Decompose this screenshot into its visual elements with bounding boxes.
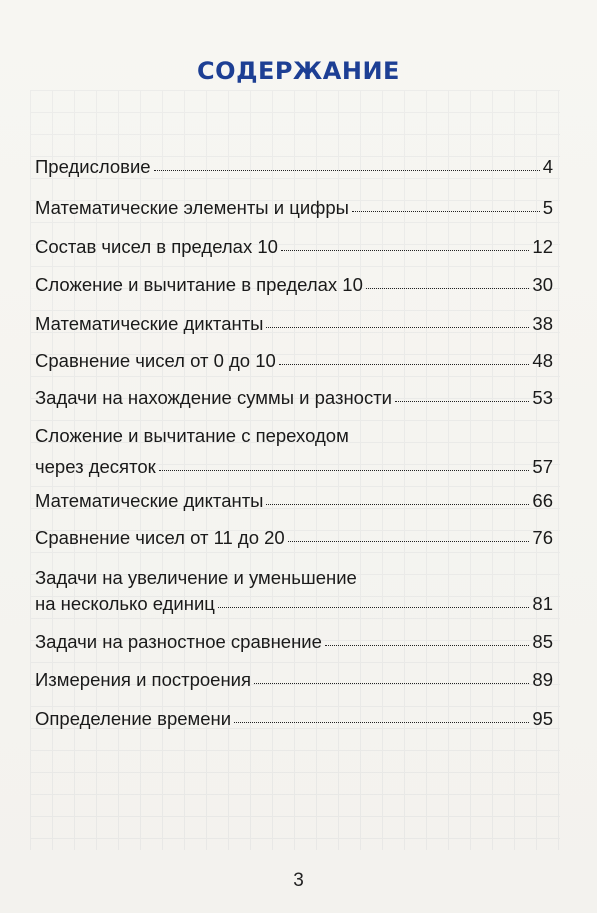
toc-entry-label: Определение времени [35,708,232,729]
toc-entry-label: Сложение и вычитание в пределах 10 [35,274,363,295]
dot-leader [366,288,530,289]
toc-entry[interactable] [35,490,553,512]
dot-leader [279,364,530,365]
dot-leader [218,607,530,608]
toc-entry-label: Задачи на разностное сравнение [35,631,322,652]
toc-entry[interactable] [35,350,553,372]
toc-entry[interactable] [35,527,553,549]
toc-entry-label: Состав чисел в пределах 10 [35,236,278,257]
toc-entry-page: 95 [532,708,553,729]
toc-entry-page: 53 [532,387,553,408]
toc-entry[interactable] [35,197,553,219]
dot-leader [266,504,529,505]
toc-entry-page: 89 [532,669,553,690]
toc-entry[interactable] [35,669,553,691]
toc-entry-page: 76 [532,527,553,548]
toc-entry-page: 5 [542,197,553,218]
dot-leader [154,170,540,171]
toc-entry-page: 38 [532,313,553,334]
toc-entry[interactable] [35,156,553,178]
toc-entry[interactable] [35,236,553,258]
toc-entry-page: 85 [532,631,553,652]
toc-entry-page: 12 [532,236,553,257]
toc-entry-page: 48 [532,350,553,371]
toc-entry-label: на несколько единиц [35,593,215,614]
toc-entry-label: Математические диктанты [35,490,264,511]
dot-leader [266,327,529,328]
toc-entry[interactable] [35,425,553,478]
toc-entry-label: Сравнение чисел от 0 до 10 [35,350,276,371]
page-number: 3 [293,870,304,891]
dot-leader [234,722,529,723]
toc-entry-label: Сравнение чисел от 11 до 20 [35,527,285,548]
toc-entry-label: Предисловие [35,156,151,177]
toc-entry-label-line1: Задачи на увеличение и уменьшение [35,567,357,588]
toc-entry-label-line1: Сложение и вычитание с переходом [35,425,349,446]
dot-leader [325,645,530,646]
toc-entry-label: Измерения и построения [35,669,252,690]
toc-entry-page: 57 [532,456,553,477]
toc-entry[interactable] [35,631,553,653]
dot-leader [254,683,529,684]
dot-leader [395,401,529,402]
toc-entry[interactable] [35,567,553,615]
dot-leader [352,211,540,212]
toc-entry-page: 81 [532,593,553,614]
dot-leader [159,470,530,471]
toc-entry[interactable] [35,708,553,730]
toc-entry-label: Математические элементы и цифры [35,197,349,218]
page-title: СОДЕРЖАНИЕ [197,57,400,85]
toc-entry-label: Математические диктанты [35,313,264,334]
toc-entry-page: 66 [532,490,553,511]
toc-entry[interactable] [35,313,553,335]
toc-entry-page: 4 [542,156,553,177]
dot-leader [281,250,529,251]
toc-entry-label: Задачи на нахождение суммы и разности [35,387,393,408]
dot-leader [288,541,530,542]
toc-entry[interactable] [35,387,553,409]
toc-entry-label: через десяток [35,456,156,477]
toc-entry-page: 30 [532,274,553,295]
toc-entry[interactable] [35,274,553,296]
